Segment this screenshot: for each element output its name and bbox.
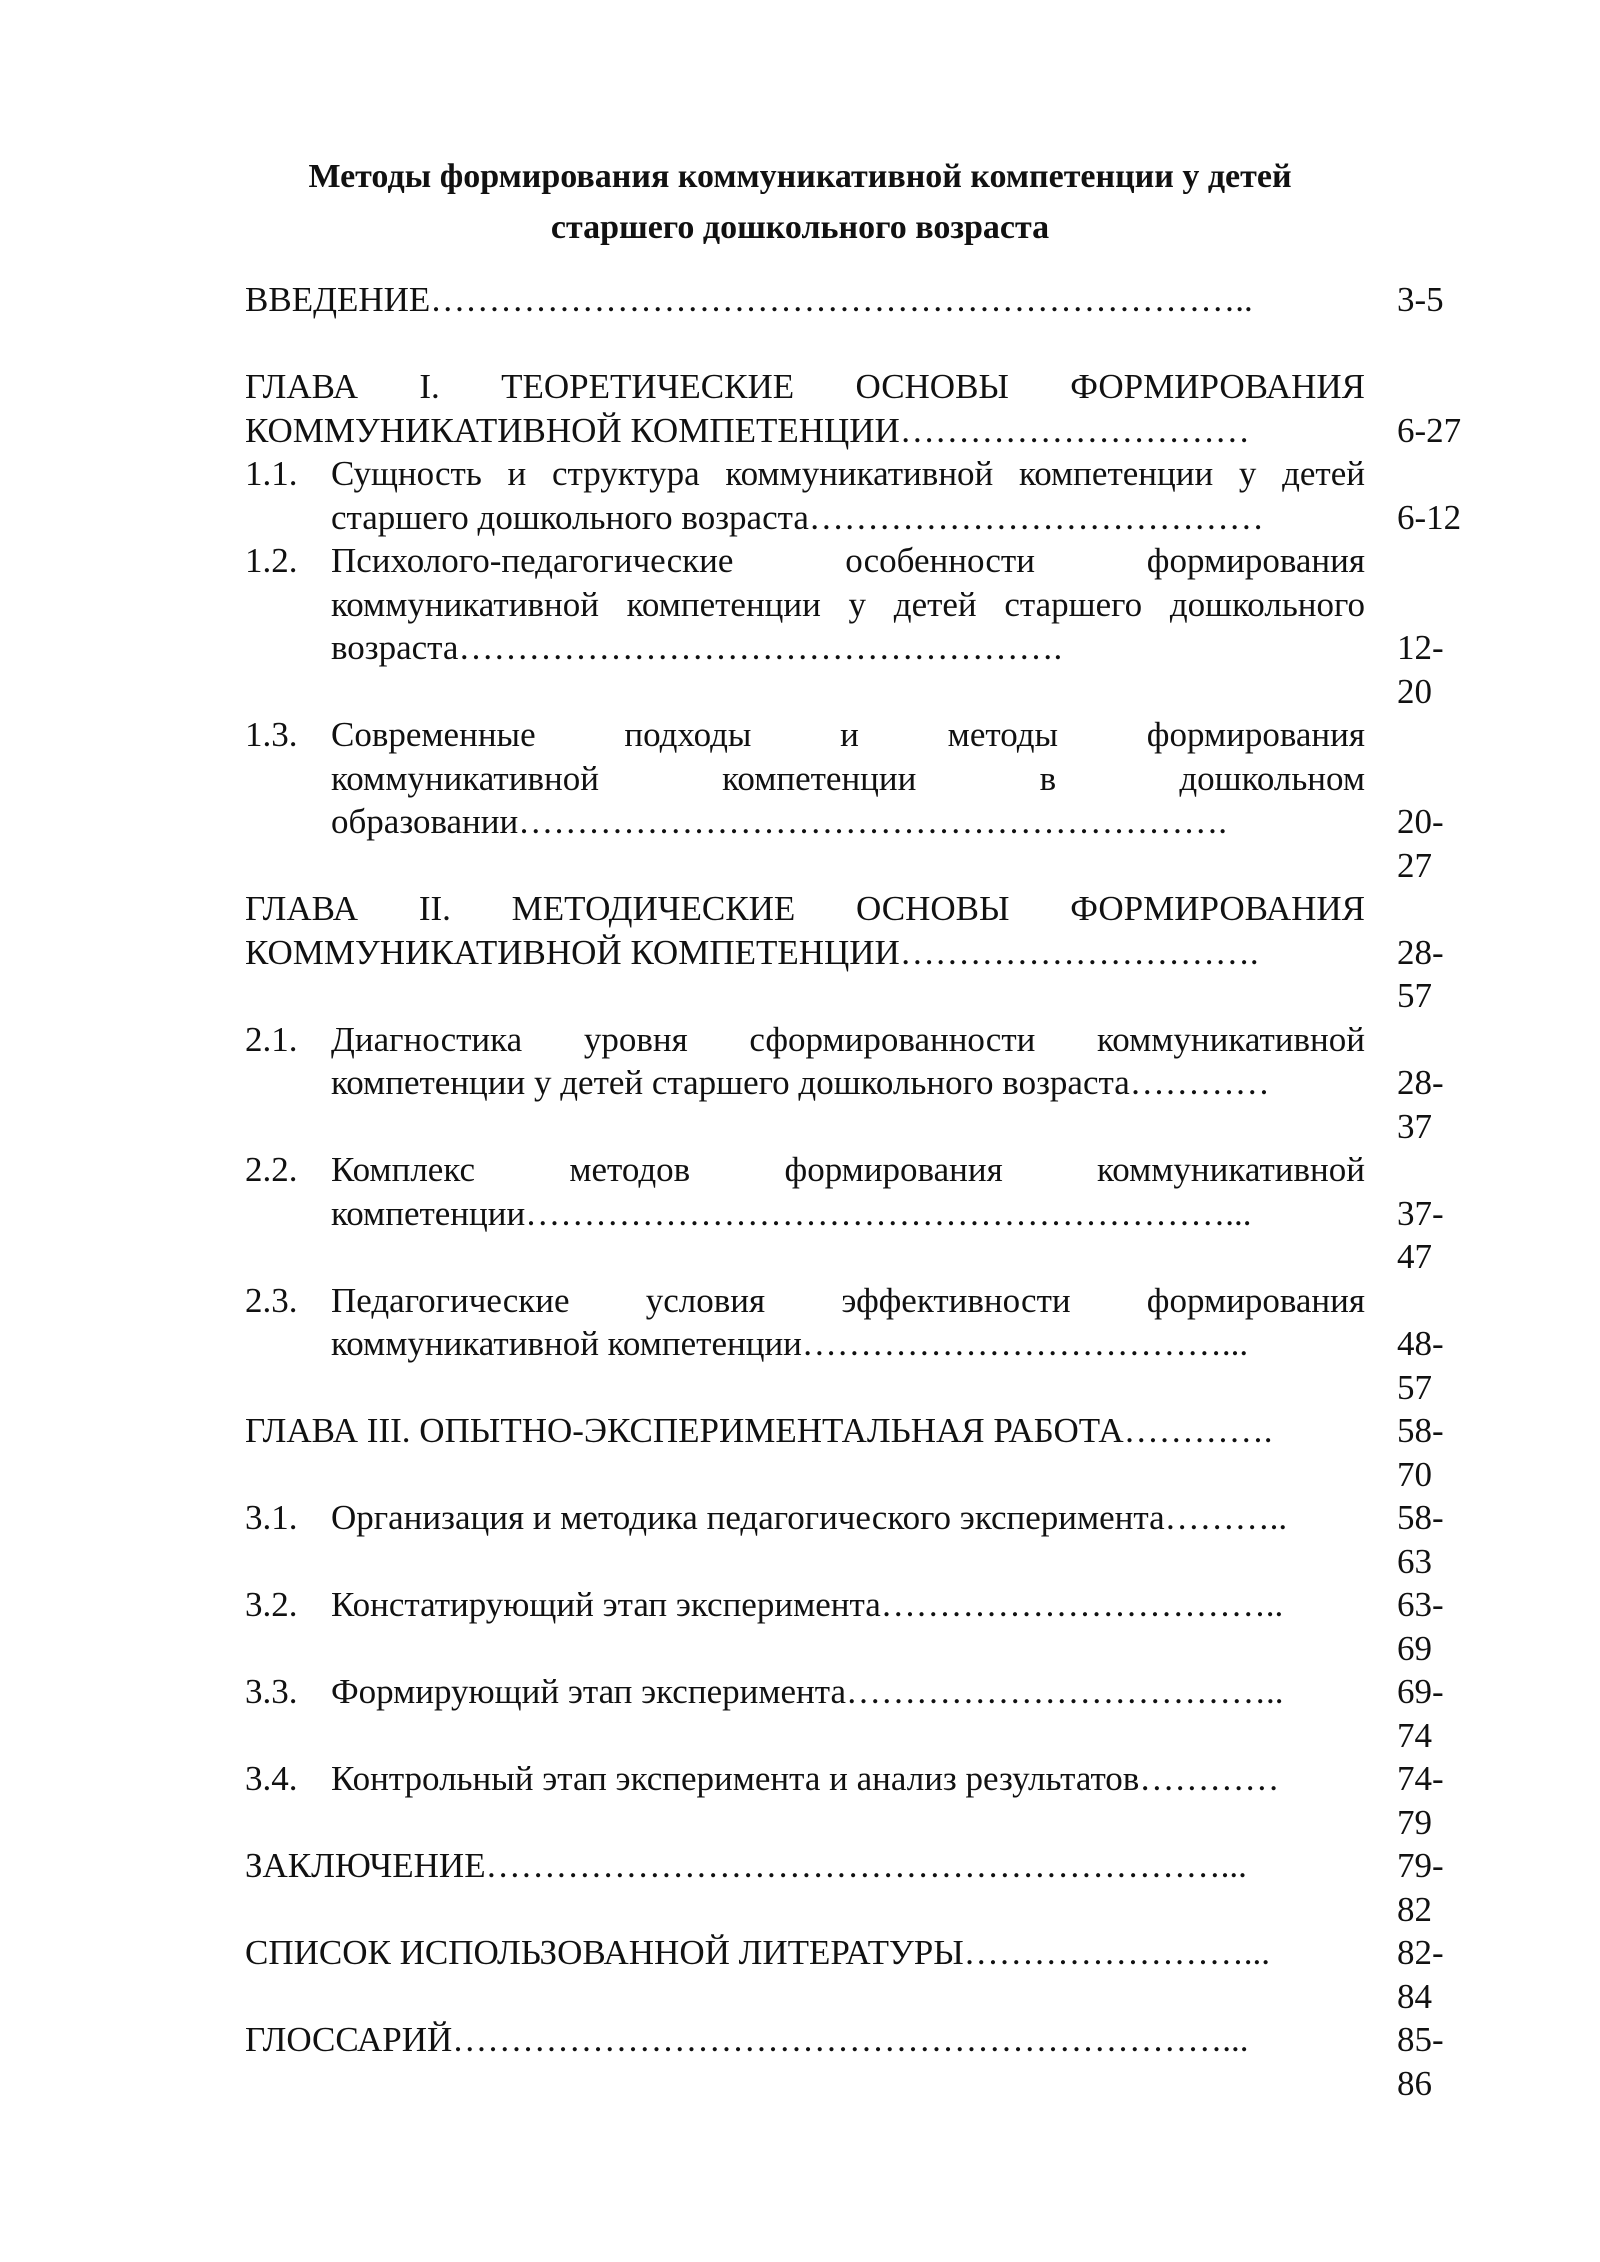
toc-page-range: 63 (1397, 1541, 1432, 1581)
toc-page-range: 70 (1397, 1454, 1432, 1494)
toc-page-range: 57 (1397, 976, 1432, 1015)
toc-line (0, 1888, 1600, 1932)
toc-line (0, 1105, 1600, 1149)
toc-line (0, 452, 1600, 496)
toc-entry-text: Современные подходы и методы формирования (331, 715, 1365, 754)
toc-page-range: 82 (1397, 1889, 1432, 1929)
toc-line (0, 887, 1600, 931)
toc-page-range: 57 (1397, 1367, 1432, 1407)
toc-page-range: 69- (1397, 1672, 1444, 1711)
toc-page-range: 84 (1397, 1976, 1432, 2016)
toc-line (0, 1061, 1600, 1105)
table-of-contents (0, 278, 1600, 2105)
toc-line (0, 2018, 1600, 2062)
toc-line (0, 278, 1600, 322)
toc-entry (0, 1583, 1600, 1670)
toc-entry-text: Психолого-педагогические особенности формирования (331, 541, 1365, 580)
toc-page-range: 63- (1397, 1585, 1444, 1624)
toc-line (0, 1801, 1600, 1845)
toc-entry-text: Диагностика уровня сформированности коммуникативной (331, 1019, 1365, 1059)
toc-entry-text: ГЛАВА III. ОПЫТНО-ЭКСПЕРИМЕНТАЛЬНАЯ РАБОТА…………. (245, 1411, 1273, 1450)
toc-page-range: 20- (1397, 802, 1444, 841)
toc-entry-text: Комплекс методов формирования коммуникативной (331, 1150, 1365, 1189)
toc-section-number: 3.4. (245, 1759, 298, 1798)
toc-line (0, 1018, 1600, 1062)
toc-page-range: 20 (1397, 671, 1432, 711)
toc-entry (0, 1279, 1600, 1410)
toc-page-range: 3-5 (1397, 280, 1444, 319)
toc-entry-text: Формирующий этап эксперимента……………………………….. (331, 1672, 1284, 1711)
toc-entry-text: Сущность и структура коммуникативной компетенции у детей (331, 454, 1365, 493)
toc-entry (0, 713, 1600, 887)
toc-entry-text: КОММУНИКАТИВНОЙ КОМПЕТЕНЦИИ………………………… (245, 410, 1250, 450)
toc-entry-text: коммуникативной компетенции в дошкольном (331, 758, 1365, 798)
toc-line (0, 409, 1600, 453)
toc-entry-text: компетенции у детей старшего дошкольного возраста………… (331, 1063, 1270, 1102)
toc-line (0, 2062, 1600, 2106)
toc-line (0, 1583, 1600, 1627)
toc-entry (0, 452, 1600, 539)
toc-line (0, 1322, 1600, 1366)
toc-page-range: 86 (1397, 2063, 1432, 2103)
toc-page-range: 47 (1397, 1237, 1432, 1276)
toc-entry-text: ВВЕДЕНИЕ…………………………………………………………….. (245, 280, 1253, 319)
toc-line (0, 1714, 1600, 1758)
toc-line (0, 713, 1600, 757)
toc-entry (0, 1496, 1600, 1583)
toc-page-range: 48- (1397, 1324, 1444, 1363)
toc-line (0, 1670, 1600, 1714)
toc-page-range: 74- (1397, 1759, 1444, 1798)
toc-line (0, 365, 1600, 409)
toc-page-range: 79- (1397, 1846, 1444, 1885)
toc-section-number: 3.3. (245, 1672, 298, 1711)
toc-section-number: 1.1. (245, 454, 298, 493)
document-title (0, 151, 1600, 253)
toc-entry-text: ЗАКЛЮЧЕНИЕ………………………………………………………... (245, 1846, 1247, 1885)
toc-entry-text: ГЛАВА I. ТЕОРЕТИЧЕСКИЕ ОСНОВЫ ФОРМИРОВАНИЯ (245, 367, 1365, 406)
toc-entry-text: Контрольный этап эксперимента и анализ результатов………… (331, 1759, 1280, 1798)
toc-line (0, 1409, 1600, 1453)
title-line-1: Методы формирования коммуникативной компетенции у детей (308, 158, 1292, 195)
toc-line (0, 844, 1600, 888)
toc-line (0, 322, 1600, 366)
toc-section-number: 2.3. (245, 1280, 298, 1320)
toc-entry-text: компетенции……………………………………………………... (331, 1193, 1252, 1233)
toc-line (0, 1148, 1600, 1192)
toc-line (0, 583, 1600, 627)
toc-page-range: 28- (1397, 1063, 1444, 1102)
toc-page-range: 37 (1397, 1106, 1432, 1146)
toc-page-range: 37- (1397, 1193, 1444, 1233)
toc-entry (0, 1670, 1600, 1757)
toc-section-number: 3.2. (245, 1585, 298, 1624)
toc-entry (0, 1148, 1600, 1279)
toc-line (0, 1844, 1600, 1888)
toc-entry-text: ГЛАВА II. МЕТОДИЧЕСКИЕ ОСНОВЫ ФОРМИРОВАНИЯ (245, 889, 1365, 928)
toc-page-range: 79 (1397, 1802, 1432, 1842)
toc-entry-text: Организация и методика педагогического эксперимента……….. (331, 1498, 1288, 1537)
toc-entry-text: КОММУНИКАТИВНОЙ КОМПЕТЕНЦИИ…………………………. (245, 932, 1259, 972)
toc-line (0, 1453, 1600, 1497)
toc-line (0, 626, 1600, 670)
toc-page-range: 58- (1397, 1411, 1444, 1450)
toc-entry (0, 1757, 1600, 1844)
toc-line (0, 1496, 1600, 1540)
toc-line (0, 1931, 1600, 1975)
toc-section-number: 2.2. (245, 1150, 298, 1189)
toc-page-range: 85- (1397, 2020, 1444, 2059)
toc-page-range: 58- (1397, 1498, 1444, 1537)
toc-entry-text: Констатирующий этап эксперимента…………………………….. (331, 1585, 1284, 1624)
toc-line (0, 1235, 1600, 1279)
toc-section-number: 3.1. (245, 1498, 298, 1537)
toc-entry (0, 2018, 1600, 2105)
toc-entry (0, 1844, 1600, 1931)
title-line-2: старшего дошкольного возраста (550, 209, 1050, 246)
toc-page-range: 74 (1397, 1715, 1432, 1755)
toc-page-range: 12- (1397, 628, 1444, 667)
toc-line (0, 974, 1600, 1018)
toc-line (0, 1192, 1600, 1236)
toc-entry-text: коммуникативной компетенции у детей старшего дошкольного (331, 584, 1365, 624)
toc-line (0, 1366, 1600, 1410)
toc-entry-text: ГЛОССАРИЙ…………………………………………………………... (245, 2020, 1249, 2059)
toc-section-number: 1.3. (245, 715, 298, 754)
toc-line (0, 1279, 1600, 1323)
toc-entry (0, 1931, 1600, 2018)
toc-entry-text: коммуникативной компетенции………………………………... (331, 1324, 1249, 1363)
toc-line (0, 800, 1600, 844)
toc-entry-text: образовании……………………………………………………. (331, 802, 1228, 841)
toc-entry-text: СПИСОК ИСПОЛЬЗОВАННОЙ ЛИТЕРАТУРЫ……………………... (245, 1933, 1270, 1972)
toc-page-range: 82- (1397, 1933, 1444, 1972)
toc-line (0, 757, 1600, 801)
toc-page-range: 27 (1397, 845, 1432, 885)
toc-line (0, 1627, 1600, 1671)
toc-line (0, 1975, 1600, 2019)
toc-section-number: 2.1. (245, 1019, 298, 1059)
toc-line (0, 539, 1600, 583)
toc-page-range: 69 (1397, 1628, 1432, 1668)
toc-page-range: 6-27 (1397, 410, 1462, 450)
toc-entry (0, 887, 1600, 1018)
toc-page-range: 6-12 (1397, 497, 1462, 537)
toc-page-range: 28- (1397, 932, 1444, 972)
toc-entry-text: возраста……………………………………………. (331, 628, 1063, 667)
toc-entry (0, 1018, 1600, 1149)
toc-entry (0, 278, 1600, 365)
toc-section-number: 1.2. (245, 541, 298, 580)
toc-entry (0, 1409, 1600, 1496)
toc-entry (0, 365, 1600, 452)
toc-line (0, 670, 1600, 714)
toc-line (0, 1757, 1600, 1801)
toc-entry-text: старшего дошкольного возраста………………………………… (331, 497, 1264, 537)
toc-entry (0, 539, 1600, 713)
toc-entry-text: Педагогические условия эффективности формирования (331, 1280, 1365, 1320)
toc-line (0, 1540, 1600, 1584)
toc-line (0, 931, 1600, 975)
toc-line (0, 496, 1600, 540)
